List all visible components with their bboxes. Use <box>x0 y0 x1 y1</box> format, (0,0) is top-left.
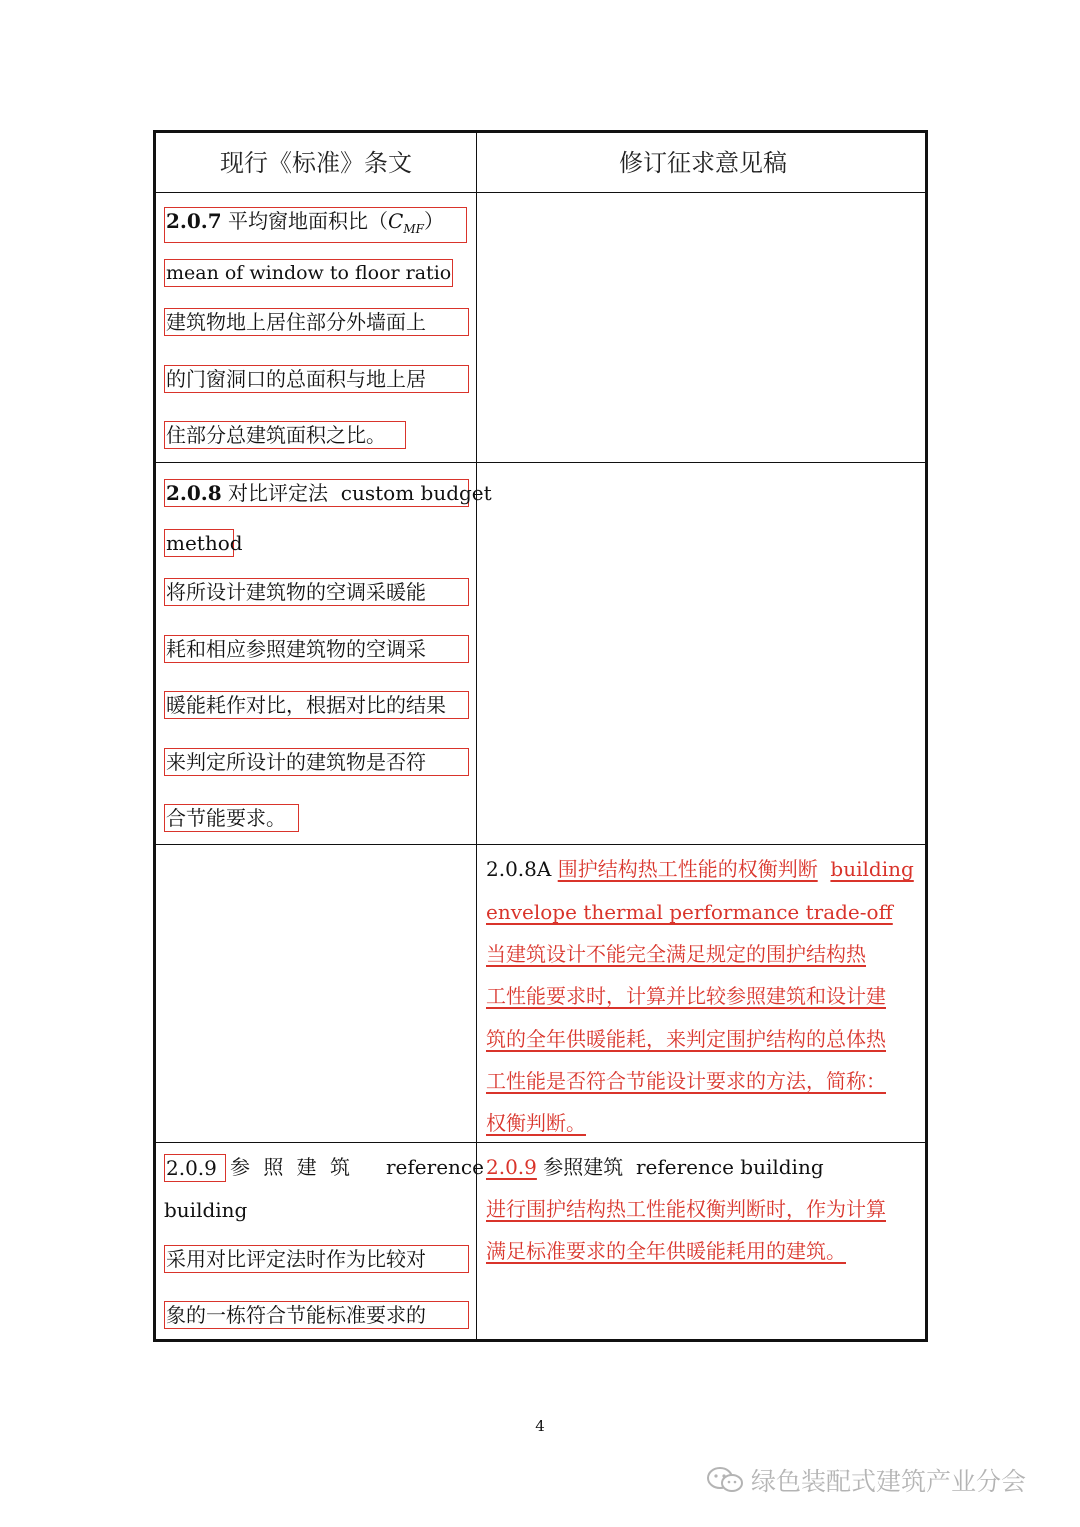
clause-2-0-9-english: building <box>164 1198 248 1222</box>
clause-2-0-7-english: mean of window to floor ratio <box>164 259 453 287</box>
revised-2-0-9-line: 满足标准要求的全年供暖能耗用的建筑。 <box>486 1239 846 1263</box>
clause-2-0-7-line: 建筑物地上居住部分外墙面上 <box>164 308 469 336</box>
clause-2-0-8-line: 合节能要求。 <box>164 804 299 832</box>
clause-2-0-7-title: 2.0.7 平均窗地面积比$(C_{MF})$ <box>164 207 467 243</box>
revised-2-0-9-line: 进行围护结构热工性能权衡判断时，作为计算 <box>486 1197 886 1221</box>
clause-2-0-8-line: 将所设计建筑物的空调采暖能 <box>164 578 469 606</box>
clause-2-0-9-title: 参 照 建 筑 <box>230 1155 350 1179</box>
watermark-text: 绿色装配式建筑产业分会 <box>751 1467 1027 1496</box>
row-divider <box>156 1142 925 1143</box>
left-column-header: 现行《标准》条文 <box>220 149 412 177</box>
clause-2-0-8a-line: 工性能是否符合节能设计要求的方法，简称： <box>486 1069 886 1093</box>
clause-2-0-8-line: 暖能耗作对比，根据对比的结果 <box>164 691 469 719</box>
clause-2-0-9-line: 采用对比评定法时作为比较对 <box>164 1245 469 1273</box>
right-column-header: 修订征求意见稿 <box>619 149 787 177</box>
clause-2-0-8-title: 2.0.8 对比评定法 custom budget <box>166 481 492 505</box>
wechat-icon <box>705 1465 745 1495</box>
clause-2-0-9-line: 象的一栋符合节能标准要求的 <box>164 1301 469 1329</box>
clause-2-0-8a-line: 权衡判断。 <box>486 1111 586 1135</box>
comparison-table <box>153 130 928 1342</box>
clause-2-0-8a-line: 筑的全年供暖能耗，来判定围护结构的总体热 <box>486 1027 886 1051</box>
clause-2-0-7-line: 的门窗洞口的总面积与地上居 <box>164 365 469 393</box>
clause-2-0-9-number: 2.0.9 <box>164 1154 226 1182</box>
row-divider <box>156 844 925 845</box>
clause-2-0-8a-english: envelope thermal performance trade-off <box>486 900 893 924</box>
page-number: 4 <box>535 1417 545 1435</box>
clause-2-0-7-line: 住部分总建筑面积之比。 <box>164 421 406 449</box>
clause-2-0-8a-line: 当建筑设计不能完全满足规定的围护结构热 <box>486 942 866 966</box>
clause-2-0-8a-title: 2.0.8A 围护结构热工性能的权衡判断 building <box>486 857 914 881</box>
clause-2-0-8-english: method <box>166 531 243 555</box>
clause-2-0-9-english: reference <box>386 1155 484 1179</box>
clause-2-0-8a-line: 工性能要求时，计算并比较参照建筑和设计建 <box>486 984 886 1008</box>
clause-2-0-8-line: 来判定所设计的建筑物是否符 <box>164 748 469 776</box>
watermark <box>705 1462 1026 1498</box>
row-divider <box>156 462 925 463</box>
clause-2-0-8-line: 耗和相应参照建筑物的空调采 <box>164 635 469 663</box>
revised-2-0-9-title: 2.0.9 参照建筑 reference building <box>486 1155 824 1179</box>
